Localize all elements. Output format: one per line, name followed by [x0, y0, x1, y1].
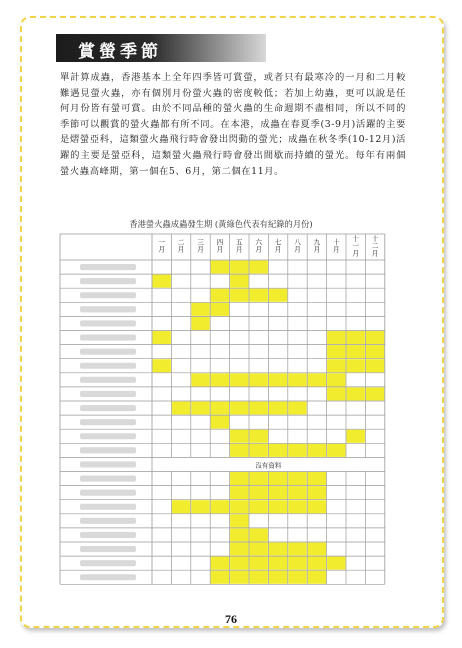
- occurrence-cell: [308, 557, 326, 570]
- month-header: 一月: [158, 238, 165, 254]
- occurrence-cell: [269, 500, 287, 513]
- species-name-label: [80, 476, 136, 482]
- occurrence-cell: [327, 331, 345, 344]
- occurrence-cell: [230, 486, 248, 499]
- occurrence-cell: [211, 289, 229, 302]
- occurrence-cell: [308, 571, 326, 584]
- occurrence-cell: [347, 387, 365, 400]
- occurrence-cell: [211, 571, 229, 584]
- species-name-label: [80, 546, 136, 552]
- occurrence-cell: [327, 373, 345, 386]
- species-name-label: [80, 335, 136, 341]
- occurrence-cell: [366, 345, 384, 358]
- occurrence-cell: [347, 359, 365, 372]
- month-header: 十一月: [352, 235, 359, 258]
- occurrence-cell: [288, 543, 306, 556]
- occurrence-cell: [172, 500, 190, 513]
- occurrence-cell: [230, 261, 248, 274]
- occurrence-cell: [230, 373, 248, 386]
- occurrence-cell: [230, 472, 248, 485]
- species-name-label: [80, 264, 136, 270]
- occurrence-cell: [269, 373, 287, 386]
- occurrence-cell: [308, 444, 326, 457]
- occurrence-cell: [308, 373, 326, 386]
- occurrence-cell: [269, 571, 287, 584]
- species-name-label: [80, 320, 136, 326]
- species-name-label: [80, 419, 136, 425]
- occurrence-cell: [288, 557, 306, 570]
- occurrence-cell: [230, 275, 248, 288]
- occurrence-cell: [250, 373, 268, 386]
- occurrence-cell: [230, 402, 248, 415]
- species-name-label: [80, 532, 136, 538]
- occurrence-cell: [211, 416, 229, 429]
- occurrence-cell: [250, 571, 268, 584]
- occurrence-cell: [288, 571, 306, 584]
- occurrence-cell: [250, 402, 268, 415]
- occurrence-cell: [327, 359, 345, 372]
- occurrence-cell: [327, 557, 345, 570]
- occurrence-cell: [191, 402, 209, 415]
- occurrence-cell: [211, 303, 229, 316]
- species-name-label: [80, 405, 136, 411]
- species-name-label: [80, 447, 136, 453]
- month-header: 十月: [333, 238, 340, 254]
- occurrence-cell: [153, 359, 171, 372]
- occurrence-cell: [288, 444, 306, 457]
- occurrence-cell: [327, 387, 345, 400]
- occurrence-cell: [327, 345, 345, 358]
- occurrence-cell: [366, 331, 384, 344]
- occurrence-cell: [250, 430, 268, 443]
- month-header: 六月: [255, 238, 262, 254]
- species-name-label: [80, 518, 136, 524]
- species-name-label: [80, 574, 136, 580]
- occurrence-cell: [269, 289, 287, 302]
- occurrence-cell: [250, 486, 268, 499]
- month-header: 三月: [197, 238, 204, 254]
- occurrence-cell: [308, 486, 326, 499]
- occurrence-cell: [288, 472, 306, 485]
- occurrence-cell: [308, 543, 326, 556]
- section-title: 賞螢季節: [78, 42, 162, 62]
- occurrence-cell: [230, 289, 248, 302]
- month-header: 七月: [274, 238, 282, 254]
- occurrence-cell: [250, 261, 268, 274]
- species-name-label: [80, 349, 136, 355]
- occurrence-cell: [327, 444, 345, 457]
- occurrence-cell: [288, 402, 306, 415]
- occurrence-cell: [308, 500, 326, 513]
- species-name-label: [80, 306, 136, 312]
- occurrence-cell: [230, 528, 248, 541]
- occurrence-cell: [191, 303, 209, 316]
- occurrence-cell: [269, 472, 287, 485]
- occurrence-cell: [230, 500, 248, 513]
- occurrence-cell: [366, 359, 384, 372]
- occurrence-cell: [250, 472, 268, 485]
- month-header: 十二月: [371, 235, 379, 258]
- occurrence-cell: [250, 543, 268, 556]
- occurrence-cell: [230, 543, 248, 556]
- occurrence-cell: [191, 500, 209, 513]
- chart-caption: 香港螢火蟲成蟲發生期 (黃綠色代表有紀錄的月份): [129, 219, 313, 229]
- occurrence-cell: [288, 373, 306, 386]
- species-name-label: [80, 560, 136, 566]
- species-name-label: [80, 433, 136, 439]
- species-name-label: [80, 377, 136, 383]
- month-header: 二月: [177, 238, 185, 254]
- occurrence-cell: [172, 402, 190, 415]
- occurrence-cell: [250, 557, 268, 570]
- occurrence-cell: [347, 331, 365, 344]
- occurrence-cell: [230, 444, 248, 457]
- occurrence-cell: [269, 557, 287, 570]
- occurrence-cell: [269, 486, 287, 499]
- occurrence-cell: [230, 514, 248, 527]
- occurrence-cell: [250, 528, 268, 541]
- occurrence-cell: [153, 275, 171, 288]
- species-name-label: [80, 461, 136, 467]
- species-name-label: [80, 504, 136, 510]
- species-name-label: [80, 490, 136, 496]
- species-name-label: [80, 363, 136, 369]
- occurrence-cell: [230, 557, 248, 570]
- month-header: 五月: [236, 238, 243, 254]
- no-data-label: 沒有資料: [255, 461, 282, 470]
- occurrence-cell: [250, 500, 268, 513]
- species-name-label: [80, 391, 136, 397]
- species-name-label: [80, 278, 136, 284]
- month-header: 九月: [313, 238, 321, 254]
- occurrence-cell: [288, 486, 306, 499]
- occurrence-cell: [269, 402, 287, 415]
- occurrence-cell: [269, 444, 287, 457]
- occurrence-cell: [211, 402, 229, 415]
- occurrence-cell: [211, 557, 229, 570]
- occurrence-cell: [308, 472, 326, 485]
- occurrence-cell: [347, 345, 365, 358]
- occurrence-cell: [191, 317, 209, 330]
- month-header: 八月: [294, 238, 301, 254]
- occurrence-cell: [250, 444, 268, 457]
- occurrence-cell: [366, 387, 384, 400]
- occurrence-cell: [230, 430, 248, 443]
- body-paragraph: 單計算成蟲，香港基本上全年四季皆可賞螢，或者只有最寒冷的一月和二月較難遇見螢火蟲，亦有個別月份螢火蟲的密度較低；若加上幼蟲，更可以說是任何月份皆有螢可賞。由於不同品種的螢火蟲的生命週期不盡相同，所以不同的季節可以觀賞的螢火蟲都有所不同。在本港，成蟲在春夏季(3-9月)活躍的主要是熠螢亞科，這類螢火蟲飛行時會發出閃動的螢光；成蟲在秋冬季(10-12月)活躍的主要是螢亞科，這類螢火蟲飛行時會發出間歇而持續的螢光。每年有兩個螢火蟲高峰期，第一個在5、6月，第二個在11月。: [60, 72, 406, 177]
- occurrence-cell: [153, 331, 171, 344]
- occurrence-cell: [347, 430, 365, 443]
- occurrence-cell: [269, 543, 287, 556]
- occurrence-cell: [250, 289, 268, 302]
- occurrence-cell: [211, 500, 229, 513]
- occurrence-cell: [211, 373, 229, 386]
- occurrence-cell: [211, 261, 229, 274]
- month-header: 四月: [216, 238, 224, 254]
- occurrence-cell: [191, 373, 209, 386]
- species-name-label: [80, 292, 136, 298]
- occurrence-cell: [230, 571, 248, 584]
- page-number: 76: [225, 612, 237, 626]
- occurrence-cell: [288, 500, 306, 513]
